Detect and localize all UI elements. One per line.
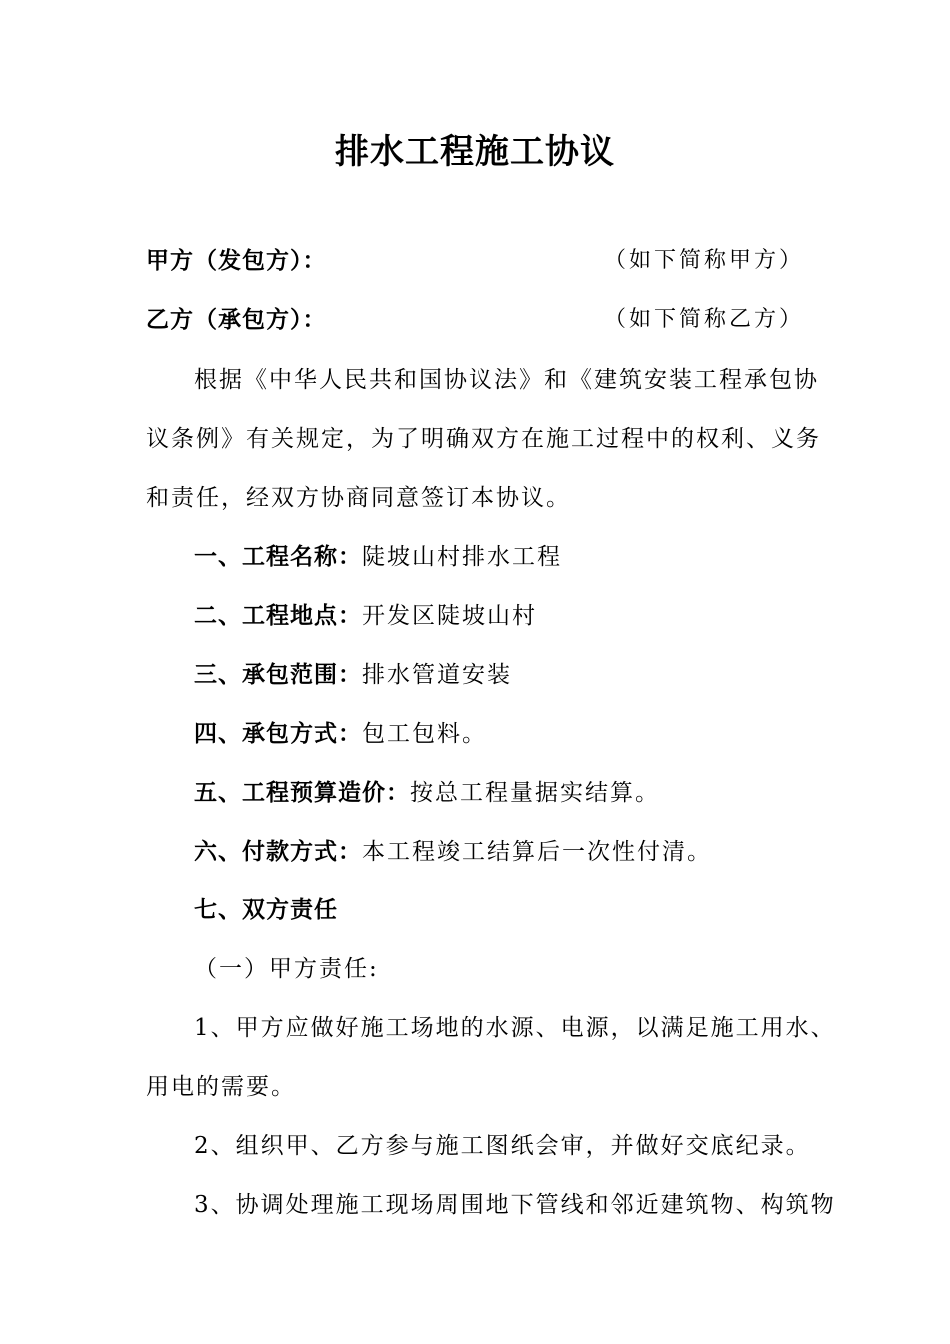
preamble-line-2: 议条例》有关规定，为了明确双方在施工过程中的权利、义务 bbox=[146, 426, 821, 452]
party-b-label: 乙方（承包方）： bbox=[146, 307, 327, 333]
clause-contract-method bbox=[194, 718, 487, 750]
clause-payment bbox=[194, 836, 712, 868]
clause-project-location bbox=[194, 600, 537, 632]
party-a-label: 甲方（发包方）： bbox=[146, 248, 327, 274]
item-2: 2、组织甲、乙方参与施工图纸会审，并做好交底纪录。 bbox=[194, 1133, 811, 1159]
clause-label: 七、双方责任 bbox=[194, 897, 338, 923]
clause-label: 六、付款方式： bbox=[194, 839, 362, 865]
clause-value: 开发区陡坡山村 bbox=[362, 603, 537, 629]
clause-value: 本工程竣工结算后一次性付清。 bbox=[362, 839, 712, 865]
clause-label: 四、承包方式： bbox=[194, 721, 362, 747]
sub-heading-party-a: （一）甲方责任: bbox=[194, 956, 379, 982]
document-title: 排水工程施工协议 bbox=[335, 132, 615, 172]
clause-budget bbox=[194, 777, 660, 809]
item-1-line-1: 1、甲方应做好施工场地的水源、电源，以满足施工用水、 bbox=[194, 1015, 836, 1041]
clause-project-name bbox=[194, 541, 562, 573]
clause-value: 排水管道安装 bbox=[362, 662, 512, 688]
party-b-note: （如下简称乙方） bbox=[604, 307, 805, 332]
preamble-line-1: 根据《中华人民共和国协议法》和《建筑安装工程承包协 bbox=[194, 367, 819, 393]
party-a-note: （如下简称甲方） bbox=[604, 248, 805, 273]
preamble-line-3: 和责任，经双方协商同意签订本协议。 bbox=[146, 485, 571, 511]
clause-value: 按总工程量据实结算。 bbox=[410, 780, 660, 806]
clause-value: 包工包料。 bbox=[362, 721, 487, 747]
clause-label: 三、承包范围： bbox=[194, 662, 362, 688]
clause-label: 五、工程预算造价： bbox=[194, 780, 410, 806]
clause-scope bbox=[194, 659, 512, 691]
item-1-line-2: 用电的需要。 bbox=[146, 1074, 296, 1100]
clause-label: 一、工程名称： bbox=[194, 544, 362, 570]
clause-value: 陡坡山村排水工程 bbox=[362, 544, 562, 570]
item-3-line-1: 3、协调处理施工现场周围地下管线和邻近建筑物、构筑物 bbox=[194, 1192, 836, 1218]
clause-label: 二、工程地点： bbox=[194, 603, 362, 629]
clause-responsibilities bbox=[194, 894, 338, 926]
